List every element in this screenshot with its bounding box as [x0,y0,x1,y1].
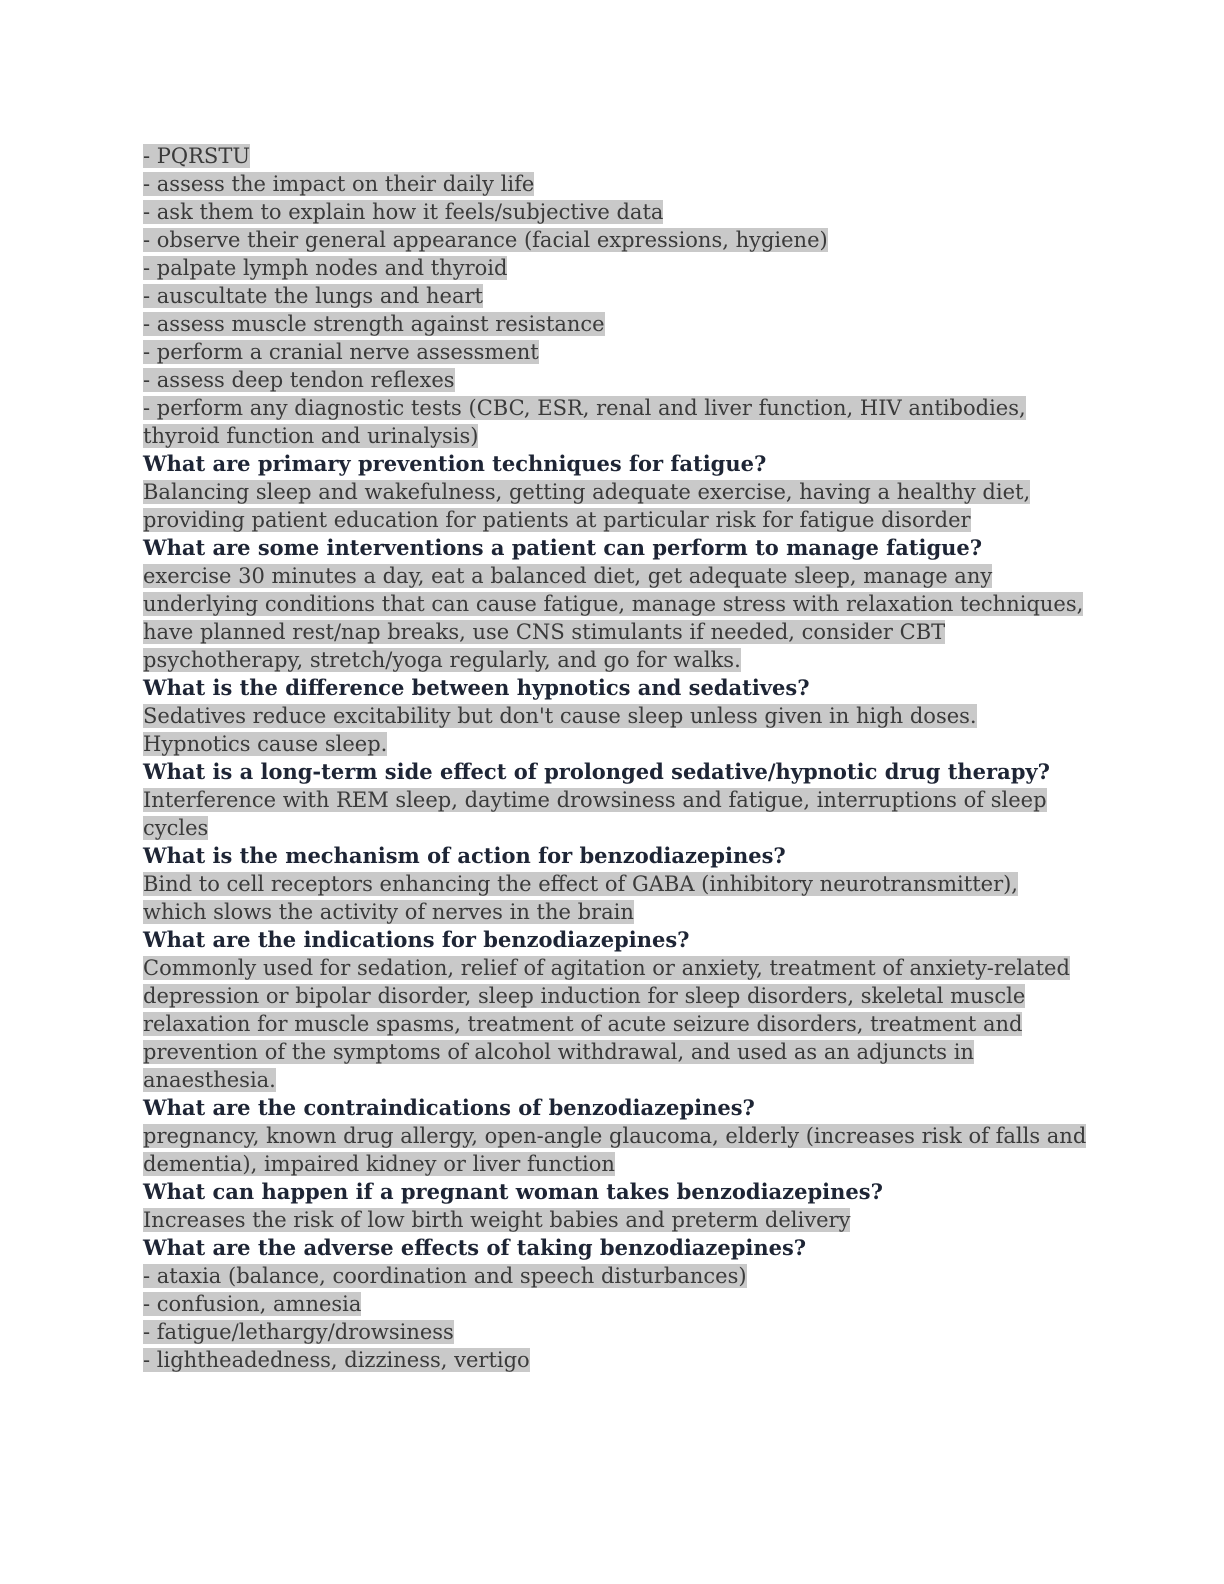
question-heading: What is a long-term side effect of prolonged sedative/hypnotic drug therapy? [143,759,1050,784]
list-item: - lightheadedness, dizziness, vertigo [143,1348,530,1372]
list-item: - ataxia (balance, coordination and speech disturbances) [143,1264,747,1288]
list-item: - assess the impact on their daily life [143,172,535,196]
question-heading: What are the contraindications of benzodiazepines? [143,1095,755,1120]
adverse-effects-list [143,1262,1088,1374]
list-item: - ask them to explain how it feels/subjective data [143,200,664,224]
list-item: - perform any diagnostic tests (CBC, ESR, renal and liver function, HIV antibodies, thyroid function and urinalysis) [143,396,1026,448]
question-heading: What are primary prevention techniques for fatigue? [143,451,767,476]
list-item: - perform a cranial nerve assessment [143,340,539,364]
list-item: - observe their general appearance (facial expressions, hygiene) [143,228,828,252]
answer-text: Interference with REM sleep, daytime drowsiness and fatigue, interruptions of sleep cycles [143,788,1047,840]
list-item: - assess muscle strength against resistance [143,312,605,336]
document-page [143,142,1088,1374]
question-heading: What is the difference between hypnotics and sedatives? [143,675,810,700]
answer-text: Increases the risk of low birth weight babies and preterm delivery [143,1208,851,1232]
question-heading: What can happen if a pregnant woman takes benzodiazepines? [143,1179,883,1204]
question-heading: What are some interventions a patient can perform to manage fatigue? [143,535,983,560]
answer-text: Bind to cell receptors enhancing the effect of GABA (inhibitory neurotransmitter), which slows the activity of nerves in the brain [143,872,1018,924]
question-heading: What are the indications for benzodiazepines? [143,927,690,952]
question-heading: What is the mechanism of action for benzodiazepines? [143,843,786,868]
list-item: - confusion, amnesia [143,1292,362,1316]
list-item: - fatigue/lethargy/drowsiness [143,1320,454,1344]
answer-text: pregnancy, known drug allergy, open-angle glaucoma, elderly (increases risk of falls and dementia), impaired kidney or liver function [143,1124,1087,1176]
intro-list [143,142,1088,450]
answer-text: Balancing sleep and wakefulness, getting adequate exercise, having a healthy diet, providing patient education for patients at particular risk for fatigue disorder [143,480,1031,532]
list-item: - auscultate the lungs and heart [143,284,483,308]
list-item: - palpate lymph nodes and thyroid [143,256,508,280]
answer-text: exercise 30 minutes a day, eat a balanced diet, get adequate sleep, manage any underlying conditions that can cause fatigue, manage stress with relaxation techniques, have planned rest/nap breaks, use CNS stimulants if needed, consider CBT psychotherapy, stretch/yoga regularly, and go for walks. [143,564,1084,672]
answer-text: Commonly used for sedation, relief of agitation or anxiety, treatment of anxiety-related depression or bipolar disorder, sleep induction for sleep disorders, skeletal muscle relaxation for muscle spasms, treatment of acute seizure disorders, treatment and prevention of the symptoms of alcohol withdrawal, and used as an adjuncts in anaesthesia. [143,956,1070,1092]
list-item: - PQRSTU [143,144,251,168]
answer-text: Sedatives reduce excitability but don't cause sleep unless given in high doses. Hypnotics cause sleep. [143,704,977,756]
question-heading: What are the adverse effects of taking benzodiazepines? [143,1235,807,1260]
list-item: - assess deep tendon reflexes [143,368,455,392]
